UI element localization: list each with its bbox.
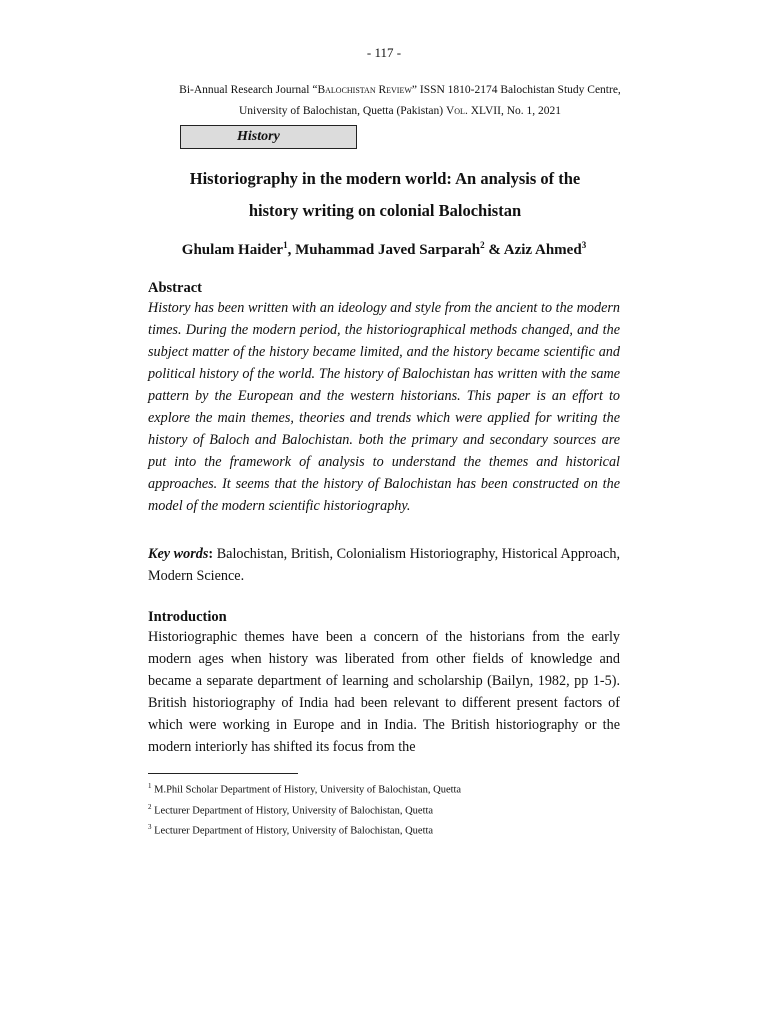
keywords [148, 543, 620, 587]
journal-line-2-suffix: . XLVII, No. 1, 2021 [464, 105, 561, 117]
footnote [148, 819, 628, 840]
author-name: Aziz Ahmed [503, 242, 582, 258]
journal-name: Balochistan Review [317, 84, 412, 96]
abstract-heading: Abstract [148, 280, 202, 296]
footnote-divider [148, 773, 298, 774]
footnote-text: M.Phil Scholar Department of History, University of Balochistan, Quetta [151, 784, 462, 796]
introduction-body: Historiographic themes have been a concern of the historians from the early modern ages when history was liberated from other fields of knowledge and became a separate department of learning and scholarship (Bailyn, 1982, pp 1-5). British historiography of India had been relevant to different present factors of which were working in Europe and in India. The British historiography or the modern interiorly has shifted its focus from the [148, 629, 620, 755]
footnote [148, 778, 628, 799]
volume-label: Vol [445, 105, 465, 117]
keywords-text: Balochistan, British, Colonialism Historiography, Historical Approach, Modern Science. [148, 546, 620, 584]
journal-line-2-prefix: University of Balochistan, Quetta (Pakistan) [239, 105, 446, 117]
author-separator: & [484, 242, 504, 258]
article-title [150, 163, 620, 227]
author-footnote-mark: 3 [581, 240, 587, 250]
journal-header [150, 80, 650, 122]
keywords-label: Key words [148, 546, 209, 562]
footnotes [148, 778, 628, 840]
footnote-text: Lecturer Department of History, University of Balochistan, Quetta [151, 825, 434, 837]
author-name: Ghulam Haider [181, 242, 284, 258]
journal-line-1-suffix: ” ISSN 1810-2174 Balochistan Study Centre, [411, 84, 621, 96]
title-line-2: history writing on colonial Balochistan [248, 201, 522, 220]
keywords-colon: : [208, 546, 214, 562]
author-footnote-mark: 2 [480, 240, 485, 250]
author-list [100, 240, 668, 259]
journal-line-1 [150, 80, 650, 101]
author-separator: , [287, 242, 296, 258]
abstract-body: History has been written with an ideology and style from the ancient to the modern times. During the modern period, the historiographical methods changed, and the subject matter of the history became limited, and the history became scientific and political history of the world. The history of Balochistan has written with the same pattern by the European and the western historians. This paper is an effort to explore the main themes, theories and trends which were applied for writing the history of Baloch and Balochistan. both the primary and secondary sources are put into the framework of analysis to understand the themes and historical approaches. It seems that the history of Balochistan has been constructed on the model of the modern scientific historiography. [148, 300, 620, 514]
introduction-heading: Introduction [148, 609, 227, 625]
footnote [148, 799, 628, 820]
section-label: History [180, 125, 357, 149]
journal-line-2 [150, 101, 650, 122]
footnote-mark: 1 [148, 782, 152, 790]
footnote-text: Lecturer Department of History, University of Balochistan, Quetta [151, 805, 434, 816]
author-name: Muhammad Javed Sarparah [295, 242, 481, 258]
footnote-mark: 2 [148, 802, 152, 811]
page-number: - 117 - [366, 45, 402, 60]
journal-line-1-prefix: Bi-Annual Research Journal “ [179, 84, 318, 96]
footnote-mark: 3 [148, 823, 152, 831]
title-line-1: Historiography in the modern world: An analysis of the [189, 169, 581, 188]
author-footnote-mark: 1 [283, 240, 288, 250]
